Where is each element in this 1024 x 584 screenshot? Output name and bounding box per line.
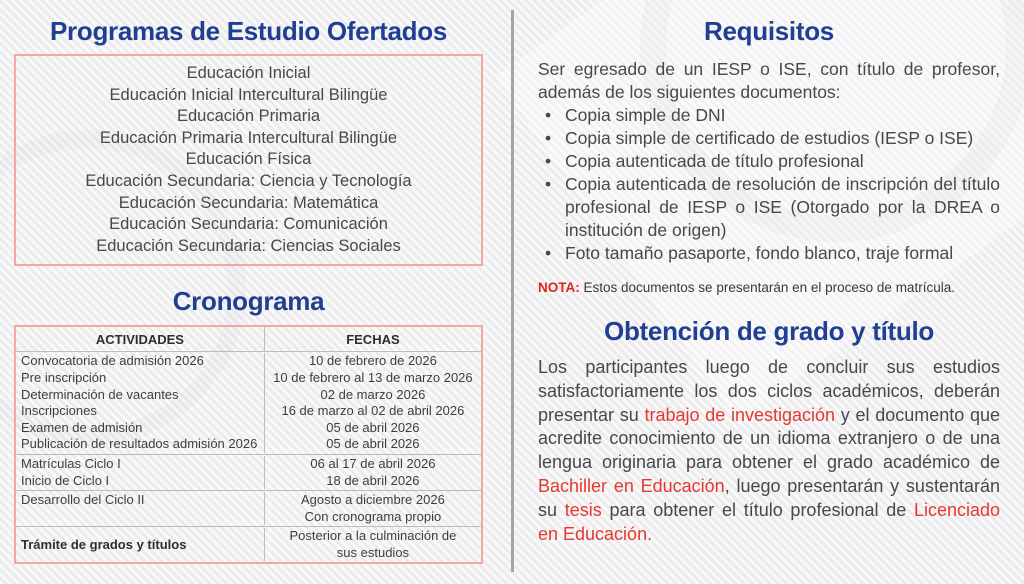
bullet-item: • Copia simple de certificado de estudios (IESP o ISE) — [538, 127, 1000, 150]
paragraph-text: , luego presentarán y sustentarán su — [538, 475, 1000, 520]
program-item: Educación Secundaria: Comunicación — [109, 215, 388, 234]
cronograma-title: Cronograma — [172, 286, 325, 317]
paragraph-text: Los participantes luego de concluir sus estudios satisfactoriamente los dos ciclos académicos, deberán presentar su — [538, 357, 1000, 425]
program-item: Educación Inicial — [186, 64, 311, 82]
program-item: Educación Secundaria: Ciencia y Tecnología — [85, 171, 412, 190]
program-item: Educación Primaria — [176, 107, 321, 126]
nota-text: Estos documentos se presentarán en el proceso de matrícula. — [579, 280, 955, 295]
nota — [538, 279, 1000, 296]
activity-cell: Determinación de vacantes — [21, 386, 179, 402]
highlight-red-text: trabajo de investigación — [644, 404, 836, 425]
paragraph-text: para obtener el título profesional de — [601, 499, 914, 520]
table-header-row — [16, 327, 481, 351]
dates-cell: 05 de abril 2026 — [264, 420, 481, 437]
dates-cell: 16 de marzo al 02 de abril 2026 — [264, 403, 481, 420]
program-item: Educación Secundaria: Ciencias Sociales — [96, 236, 401, 255]
dates-cell: 06 al 17 de abril 2026 — [264, 456, 481, 473]
requisitos-bullet-list — [538, 104, 1000, 265]
requisitos-title: Requisitos — [704, 16, 834, 46]
left-column-inner — [14, 16, 483, 564]
programs-box — [14, 54, 483, 266]
activity-cell: Trámite de grados y títulos — [21, 536, 187, 552]
activity-cell: Pre inscripción — [21, 369, 107, 385]
bullet-item: • Copia autenticada de resolución de inscripción del título profesional de IESP o ISE (Otorgado por la DREA o institución de origen) — [538, 173, 1000, 242]
activity-cell: Examen de admisión — [21, 419, 143, 435]
nota-label: NOTA: — [538, 280, 580, 295]
table-header-activities: ACTIVIDADES — [95, 332, 184, 348]
bullet-item: • Foto tamaño pasaporte, fondo blanco, traje formal — [538, 242, 1000, 265]
table-group — [16, 454, 481, 490]
highlight-red-text: tesis — [564, 499, 602, 520]
program-item: Educación Primaria Intercultural Bilingüe — [99, 128, 398, 147]
dates-cell: 10 de febrero al 13 de marzo 2026 — [264, 370, 481, 387]
bullet-item: • Copia autenticada de título profesional — [538, 150, 1000, 173]
table-header-fechas: FECHAS — [264, 327, 481, 351]
table-group — [16, 526, 481, 562]
dates-cell: 18 de abril 2026 — [264, 473, 481, 490]
activity-cell: Publicación de resultados admisión 2026 — [21, 436, 258, 452]
obtencion-title: Obtención de grado y título — [604, 316, 934, 346]
activity-cell: Matrículas Ciclo I — [21, 455, 121, 471]
activity-cell: Inscripciones — [21, 403, 97, 419]
paragraph-text: y el documento que acredite conocimiento de un idioma extranjero o de una lengua originaria para obtener el grado académico de — [538, 404, 1001, 473]
bullet-item: • Copia simple de DNI — [538, 104, 1000, 127]
dates-cell: 02 de marzo 2026 — [264, 387, 481, 404]
program-item: Educación Inicial Intercultural Bilingüe — [109, 85, 388, 104]
table-body — [16, 351, 481, 562]
dates-cell: Agosto a diciembre 2026 Con cronograma propio — [264, 492, 481, 525]
activity-cell: Desarrollo del Ciclo II — [21, 492, 145, 508]
right-column — [512, 0, 1024, 584]
obtencion-paragraph — [538, 356, 1000, 546]
dates-cell: 05 de abril 2026 — [264, 436, 481, 453]
activity-cell: Inicio de Ciclo I — [21, 472, 110, 488]
requisitos-intro: Ser egresado de un IESP o ISE, con título de profesor, además de los siguientes documentos: — [538, 59, 1000, 102]
programs-title: Programas de Estudio Ofertados — [50, 16, 447, 46]
highlight-red-text: Bachiller en Educación — [538, 475, 725, 496]
cronograma-table — [14, 325, 483, 564]
dates-cell: 10 de febrero de 2026 — [264, 353, 481, 370]
program-item: Educación Secundaria: Matemática — [118, 193, 379, 212]
activity-cell: Convocatoria de admisión 2026 — [21, 353, 204, 369]
program-item: Educación Física — [185, 150, 312, 169]
table-group — [16, 490, 481, 526]
dates-cell: Posterior a la culminación de sus estudios — [264, 528, 481, 561]
table-group — [16, 351, 481, 454]
highlight-red-text: Licenciado en Educación. — [538, 499, 1000, 544]
